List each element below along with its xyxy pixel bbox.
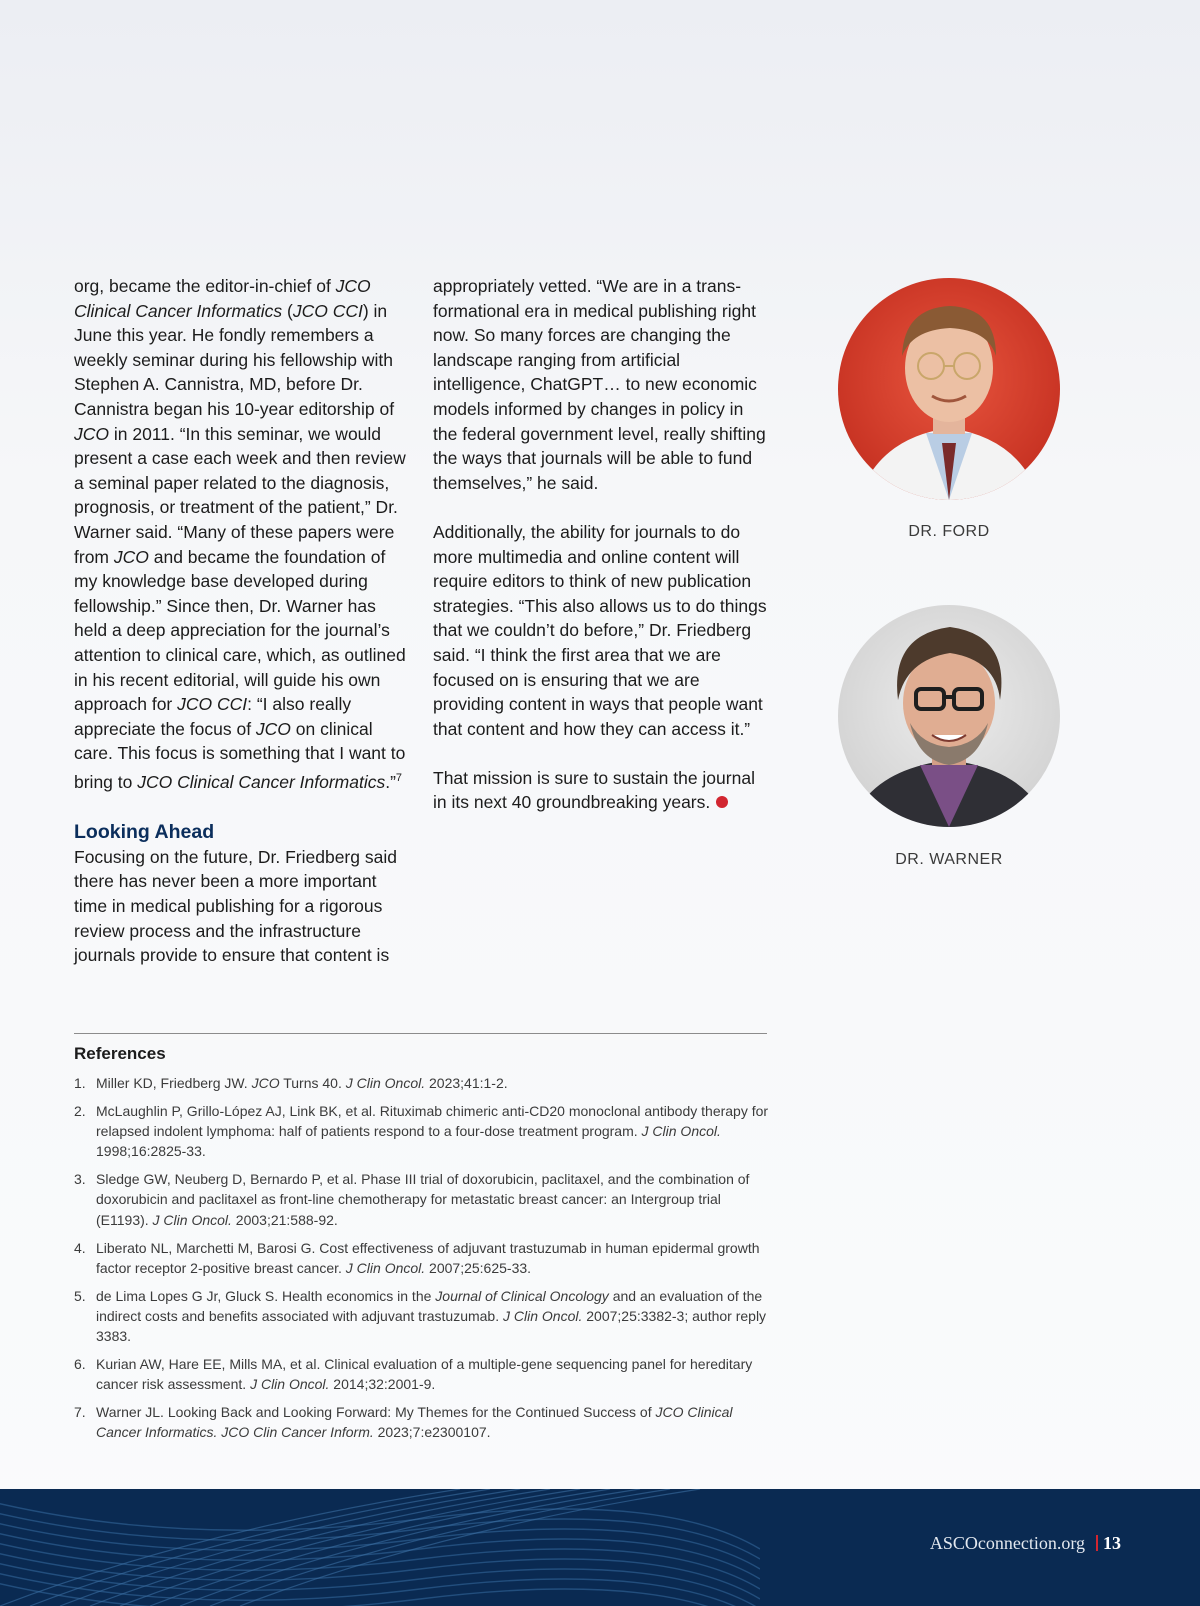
footer-separator (1096, 1535, 1098, 1551)
col1-paragraph-1-run-8: and became the foundation of my knowledge base developed during fellowship.” Since then, Dr. Warner has held a deep appreciation for the journal’s attention to clinical care, which, as outlined in his recent editorial, will guide his own approach for (74, 546, 406, 715)
reference-1-run-3: J Clin Oncol. (345, 1075, 426, 1091)
col1-paragraph-1-run-10: : “I also really appreciate the focus of (74, 694, 352, 739)
reference-number: 3. (74, 1171, 86, 1188)
portrait-dr-warner-image (838, 605, 1060, 827)
reference-4-run-1: J Clin Oncol. (345, 1259, 426, 1276)
article-column-1 (74, 274, 412, 992)
reference-number: 2. (74, 1102, 86, 1119)
references-list (74, 1073, 774, 1450)
reference-6-run-1: J Clin Oncol. (250, 1376, 330, 1393)
portrait-dr-ford (838, 278, 1060, 500)
reference-item (74, 1169, 774, 1230)
reference-2-run-1: J Clin Oncol. (641, 1123, 721, 1140)
footer-wave-pattern (0, 1489, 760, 1606)
references-divider (74, 1033, 767, 1034)
reference-item (74, 1354, 774, 1395)
portrait-dr-warner (838, 605, 1060, 827)
reference-2-run-2: 1998;16:2825-33. (96, 1143, 206, 1160)
reference-7-run-2: 2023;7:e2300107. (373, 1424, 491, 1441)
reference-5-run-0: de Lima Lopes G Jr, Gluck S. Health economics in the (96, 1287, 436, 1304)
reference-1-run-0: Miller KD, Friedberg JW. (96, 1075, 252, 1091)
reference-5-run-2: and an evaluation of the indirect costs and benefits associated with adjuvant trastuzumab. (96, 1287, 763, 1324)
end-of-article-dot (716, 796, 728, 808)
reference-4-run-2: 2007;25:625-33. (425, 1259, 532, 1276)
footer-site-name: ASCOconnection.org (929, 1533, 1085, 1553)
col1-paragraph-1-run-6: in 2011. “In this seminar, we would present a case each week and then review a seminal paper related to the diagnosis, prognosis, or treatment of the patient,” Dr. Warner said. “Many of these papers were from (74, 423, 406, 567)
reference-5-run-4: 2007;25:3382-3; author reply 3383. (96, 1307, 767, 1345)
col1-paragraph-1-run-13: JCO Clinical Cancer Informatics (137, 771, 386, 792)
reference-1-run-1: JCO (251, 1075, 280, 1091)
col1-paragraph-1 (74, 274, 412, 794)
reference-item (74, 1238, 774, 1279)
reference-3-run-0: Sledge GW, Neuberg D, Bernardo P, et al. Phase III trial of doxorubicin, paclitaxel, and the combination of doxorubicin and paclitaxel as front-line chemotherapy for metastatic breast cancer: an Intergroup trial (E1193). (96, 1171, 750, 1228)
reference-number: 5. (74, 1287, 86, 1304)
reference-7-run-1: JCO Clinical Cancer Informatics. JCO Clin Cancer Inform. (96, 1404, 733, 1441)
col1-paragraph-1-run-11: JCO (255, 718, 291, 739)
col2-paragraph-2: Additionally, the ability for journals to do more multimedia and online content will require editors to think of new publication strategies. “This also allows us to do things that we couldn’t do before,” Dr. Friedberg said. “I think the first area that we are focused on is ensuring that we are providing content in ways that people want that content and how they can access it.” (433, 521, 767, 739)
col1-paragraph-1-run-1: JCO Clinical Cancer Informatics (74, 276, 371, 321)
col1-paragraph-1-run-14: .” (385, 771, 396, 792)
col1-paragraph-2: Focusing on the future, Dr. Friedberg said there has never been a more important time in medical publishing for a rigorous review process and the infrastructure journals provide to ensure that content is (74, 846, 397, 966)
portrait-dr-ford-image (838, 278, 1060, 500)
col1-paragraph-1-run-7: JCO (113, 546, 149, 567)
section-heading-looking-ahead: Looking Ahead (74, 820, 215, 843)
col2-paragraph-3-text: That mission is sure to sustain the journal in its next 40 groundbreaking years. (433, 767, 755, 813)
reference-item (74, 1101, 774, 1162)
reference-number: 1. (74, 1075, 86, 1091)
reference-1-run-2: Turns 40. (279, 1075, 346, 1091)
page-number: 13 (1103, 1533, 1121, 1553)
col1-paragraph-1-run-3: JCO CCI (292, 300, 363, 321)
reference-6-run-0: Kurian AW, Hare EE, Mills MA, et al. Clinical evaluation of a multiple-gene sequencing panel for hereditary cancer risk assessment. (96, 1356, 753, 1393)
col1-paragraph-1-run-9: JCO CCI (177, 694, 248, 715)
reference-1-run-4: 2023;41:1-2. (425, 1075, 508, 1091)
references-title: References (74, 1044, 166, 1063)
portrait-caption-dr-ford: DR. FORD (908, 523, 990, 540)
col1-paragraph-1-run-15: 7 (395, 771, 403, 784)
col1-paragraph-1-run-12: on clinical care. This focus is something that I want to bring to (74, 718, 406, 792)
reference-item (74, 1286, 774, 1347)
portrait-caption-dr-warner: DR. WARNER (895, 851, 1003, 868)
reference-2-run-0: McLaughlin P, Grillo-López AJ, Link BK, et al. Rituximab chimeric anti-CD20 monoclonal antibody therapy for relapsed indolent lymphoma: half of patients respond to a four-dose treatment program. (96, 1102, 769, 1140)
col1-paragraph-1-run-4: ) in June this year. He fondly remembers a weekly seminar during his fellowship with Stephen A. Cannistra, MD, before Dr. Cannistra began his 10-year editorship of (74, 300, 395, 419)
col1-paragraph-1-run-0: org, became the editor-in-chief of (74, 276, 336, 296)
reference-3-run-1: J Clin Oncol. (152, 1211, 232, 1228)
reference-number: 4. (74, 1239, 86, 1256)
reference-number: 6. (74, 1356, 86, 1373)
col1-paragraph-1-run-5: JCO (74, 423, 109, 444)
reference-4-run-0: Liberato NL, Marchetti M, Barosi G. Cost effectiveness of adjuvant trastuzumab in human epidermal growth factor receptor 2-positive breast cancer. (96, 1239, 760, 1276)
reference-3-run-2: 2003;21:588-92. (231, 1211, 338, 1228)
reference-5-run-1: Journal of Clinical Oncology (435, 1287, 609, 1304)
reference-6-run-2: 2014;32:2001-9. (329, 1376, 436, 1393)
col2-paragraph-1: appropriately vetted. “We are in a transformational era in medical publishing right now. So many forces are changing the landscape ranging from artificial intelligence, ChatGPT… to new economic models informed by changes in policy in the federal government level, really shifting the ways that journals will be able to fund themselves,” he said. (433, 276, 766, 493)
reference-5-run-3: J Clin Oncol. (503, 1307, 583, 1324)
reference-number: 7. (74, 1404, 86, 1421)
reference-7-run-0: Warner JL. Looking Back and Looking Forward: My Themes for the Continued Success of (96, 1404, 656, 1421)
reference-item (74, 1073, 774, 1093)
page-footer (0, 1489, 1200, 1606)
col1-paragraph-1-run-2: ( (282, 300, 293, 321)
article-column-2 (433, 274, 771, 840)
reference-item (74, 1402, 774, 1443)
col2-paragraph-3 (433, 766, 771, 815)
